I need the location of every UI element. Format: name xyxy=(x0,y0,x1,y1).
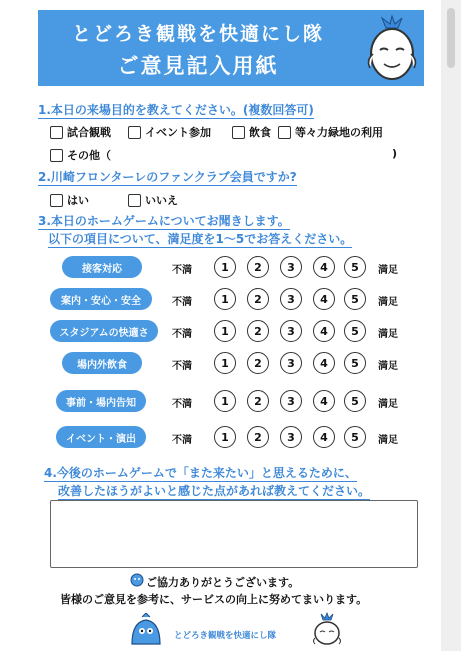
mascot-blue-icon xyxy=(128,613,164,645)
rating-option-4[interactable]: 4 xyxy=(313,426,335,448)
rating-option-4[interactable]: 4 xyxy=(313,320,335,342)
rating-option-4[interactable]: 4 xyxy=(313,288,335,310)
rating-item-label: 案内・安心・安全 xyxy=(50,288,152,310)
rating-option-5[interactable]: 5 xyxy=(344,390,366,412)
scrollbar-thumb[interactable] xyxy=(447,8,455,68)
rating-item-label: 場内外飲食 xyxy=(62,352,142,374)
checkbox-box[interactable] xyxy=(128,194,141,207)
option-label: 飲食 xyxy=(249,126,271,139)
rating-option-3[interactable]: 3 xyxy=(280,320,302,342)
scale-right-label: 満足 xyxy=(378,435,398,446)
checkbox-food[interactable] xyxy=(232,124,271,140)
rating-option-3[interactable]: 3 xyxy=(280,426,302,448)
checkbox-box[interactable] xyxy=(50,149,63,162)
question-4-subheading: 改善したほうがよいと感じた点があれば教えてください。 xyxy=(58,484,371,498)
rating-option-2[interactable]: 2 xyxy=(247,288,269,310)
rating-option-1[interactable]: 1 xyxy=(214,426,236,448)
rating-option-3[interactable]: 3 xyxy=(280,352,302,374)
feedback-textarea[interactable] xyxy=(50,500,418,568)
scale-right-label: 満足 xyxy=(378,265,398,276)
scale-right-label: 満足 xyxy=(378,361,398,372)
checkbox-no[interactable] xyxy=(128,192,178,208)
rating-option-4[interactable]: 4 xyxy=(313,352,335,374)
rating-option-1[interactable]: 1 xyxy=(214,320,236,342)
checkbox-park-use[interactable] xyxy=(278,124,383,140)
checkbox-box[interactable] xyxy=(278,126,291,139)
option-label: イベント参加 xyxy=(145,126,211,139)
rating-option-5[interactable]: 5 xyxy=(344,352,366,374)
question-3-heading: 3.本日のホームゲームについてお聞きします。 xyxy=(38,214,290,228)
rating-item-label: 事前・場内告知 xyxy=(56,390,146,412)
rating-item-label: 接客対応 xyxy=(62,256,142,278)
checkbox-box[interactable] xyxy=(50,126,63,139)
rating-option-3[interactable]: 3 xyxy=(280,256,302,278)
scale-right-label: 満足 xyxy=(378,329,398,340)
closing-message: 皆様のご意見を参考に、サービスの向上に努めてまいります。 xyxy=(60,593,368,606)
header-title-line1: とどろき観戦を快適にし隊 xyxy=(71,23,324,45)
rating-option-2[interactable]: 2 xyxy=(247,352,269,374)
scale-left-label: 不満 xyxy=(172,297,192,308)
rating-option-2[interactable]: 2 xyxy=(247,320,269,342)
option-label: その他（ xyxy=(67,149,111,162)
scale-left-label: 不満 xyxy=(172,329,192,340)
scale-right-label: 満足 xyxy=(378,399,398,410)
rating-option-4[interactable]: 4 xyxy=(313,256,335,278)
other-close-paren: ) xyxy=(392,147,398,160)
rating-option-5[interactable]: 5 xyxy=(344,288,366,310)
scale-right-label: 満足 xyxy=(378,297,398,308)
scale-left-label: 不満 xyxy=(172,361,192,372)
checkbox-box[interactable] xyxy=(128,126,141,139)
rating-option-5[interactable]: 5 xyxy=(344,320,366,342)
mascot-small-icon xyxy=(130,573,144,587)
option-label: いいえ xyxy=(145,194,178,207)
question-4-heading: 4.今後のホームゲームで「また来たい」と思えるために、 xyxy=(44,466,357,480)
rating-option-2[interactable]: 2 xyxy=(247,426,269,448)
question-1-heading: 1.本日の来場目的を教えてください。(複数回答可) xyxy=(38,103,314,117)
option-label: はい xyxy=(67,194,89,207)
header-banner xyxy=(38,10,424,86)
rating-option-5[interactable]: 5 xyxy=(344,426,366,448)
question-2-heading: 2.川崎フロンターレのファンクラブ会員ですか? xyxy=(38,170,297,184)
rating-option-3[interactable]: 3 xyxy=(280,390,302,412)
checkbox-box[interactable] xyxy=(232,126,245,139)
question-3-subheading: 以下の項目について、満足度を1～5でお答えください。 xyxy=(48,232,353,246)
vertical-scrollbar[interactable] xyxy=(441,0,461,651)
rating-item-label: イベント・演出 xyxy=(56,426,146,448)
rating-option-1[interactable]: 1 xyxy=(214,352,236,374)
checkbox-yes[interactable] xyxy=(50,192,89,208)
rating-option-1[interactable]: 1 xyxy=(214,256,236,278)
checkbox-match-watching[interactable] xyxy=(50,124,111,140)
rating-item-label: スタジアムの快適さ xyxy=(50,320,158,342)
rating-option-2[interactable]: 2 xyxy=(247,390,269,412)
option-label: 試合観戦 xyxy=(67,126,111,139)
footer-brand-text: とどろき観戦を快適にし隊 xyxy=(174,631,277,641)
rating-option-1[interactable]: 1 xyxy=(214,288,236,310)
rating-option-4[interactable]: 4 xyxy=(313,390,335,412)
rating-option-5[interactable]: 5 xyxy=(344,256,366,278)
mascot-icon xyxy=(364,14,420,84)
header-title-line2: ご意見記入用紙 xyxy=(117,54,279,78)
thanks-text: ご協力ありがとうございます。 xyxy=(146,576,300,589)
scale-left-label: 不満 xyxy=(172,435,192,446)
rating-option-1[interactable]: 1 xyxy=(214,390,236,412)
rating-option-3[interactable]: 3 xyxy=(280,288,302,310)
checkbox-other[interactable] xyxy=(50,147,111,163)
checkbox-event[interactable] xyxy=(128,124,211,140)
scale-left-label: 不満 xyxy=(172,399,192,410)
checkbox-box[interactable] xyxy=(50,194,63,207)
rating-option-2[interactable]: 2 xyxy=(247,256,269,278)
mascot-white-icon xyxy=(310,612,344,646)
option-label: 等々力緑地の利用 xyxy=(295,126,383,139)
scale-left-label: 不満 xyxy=(172,265,192,276)
